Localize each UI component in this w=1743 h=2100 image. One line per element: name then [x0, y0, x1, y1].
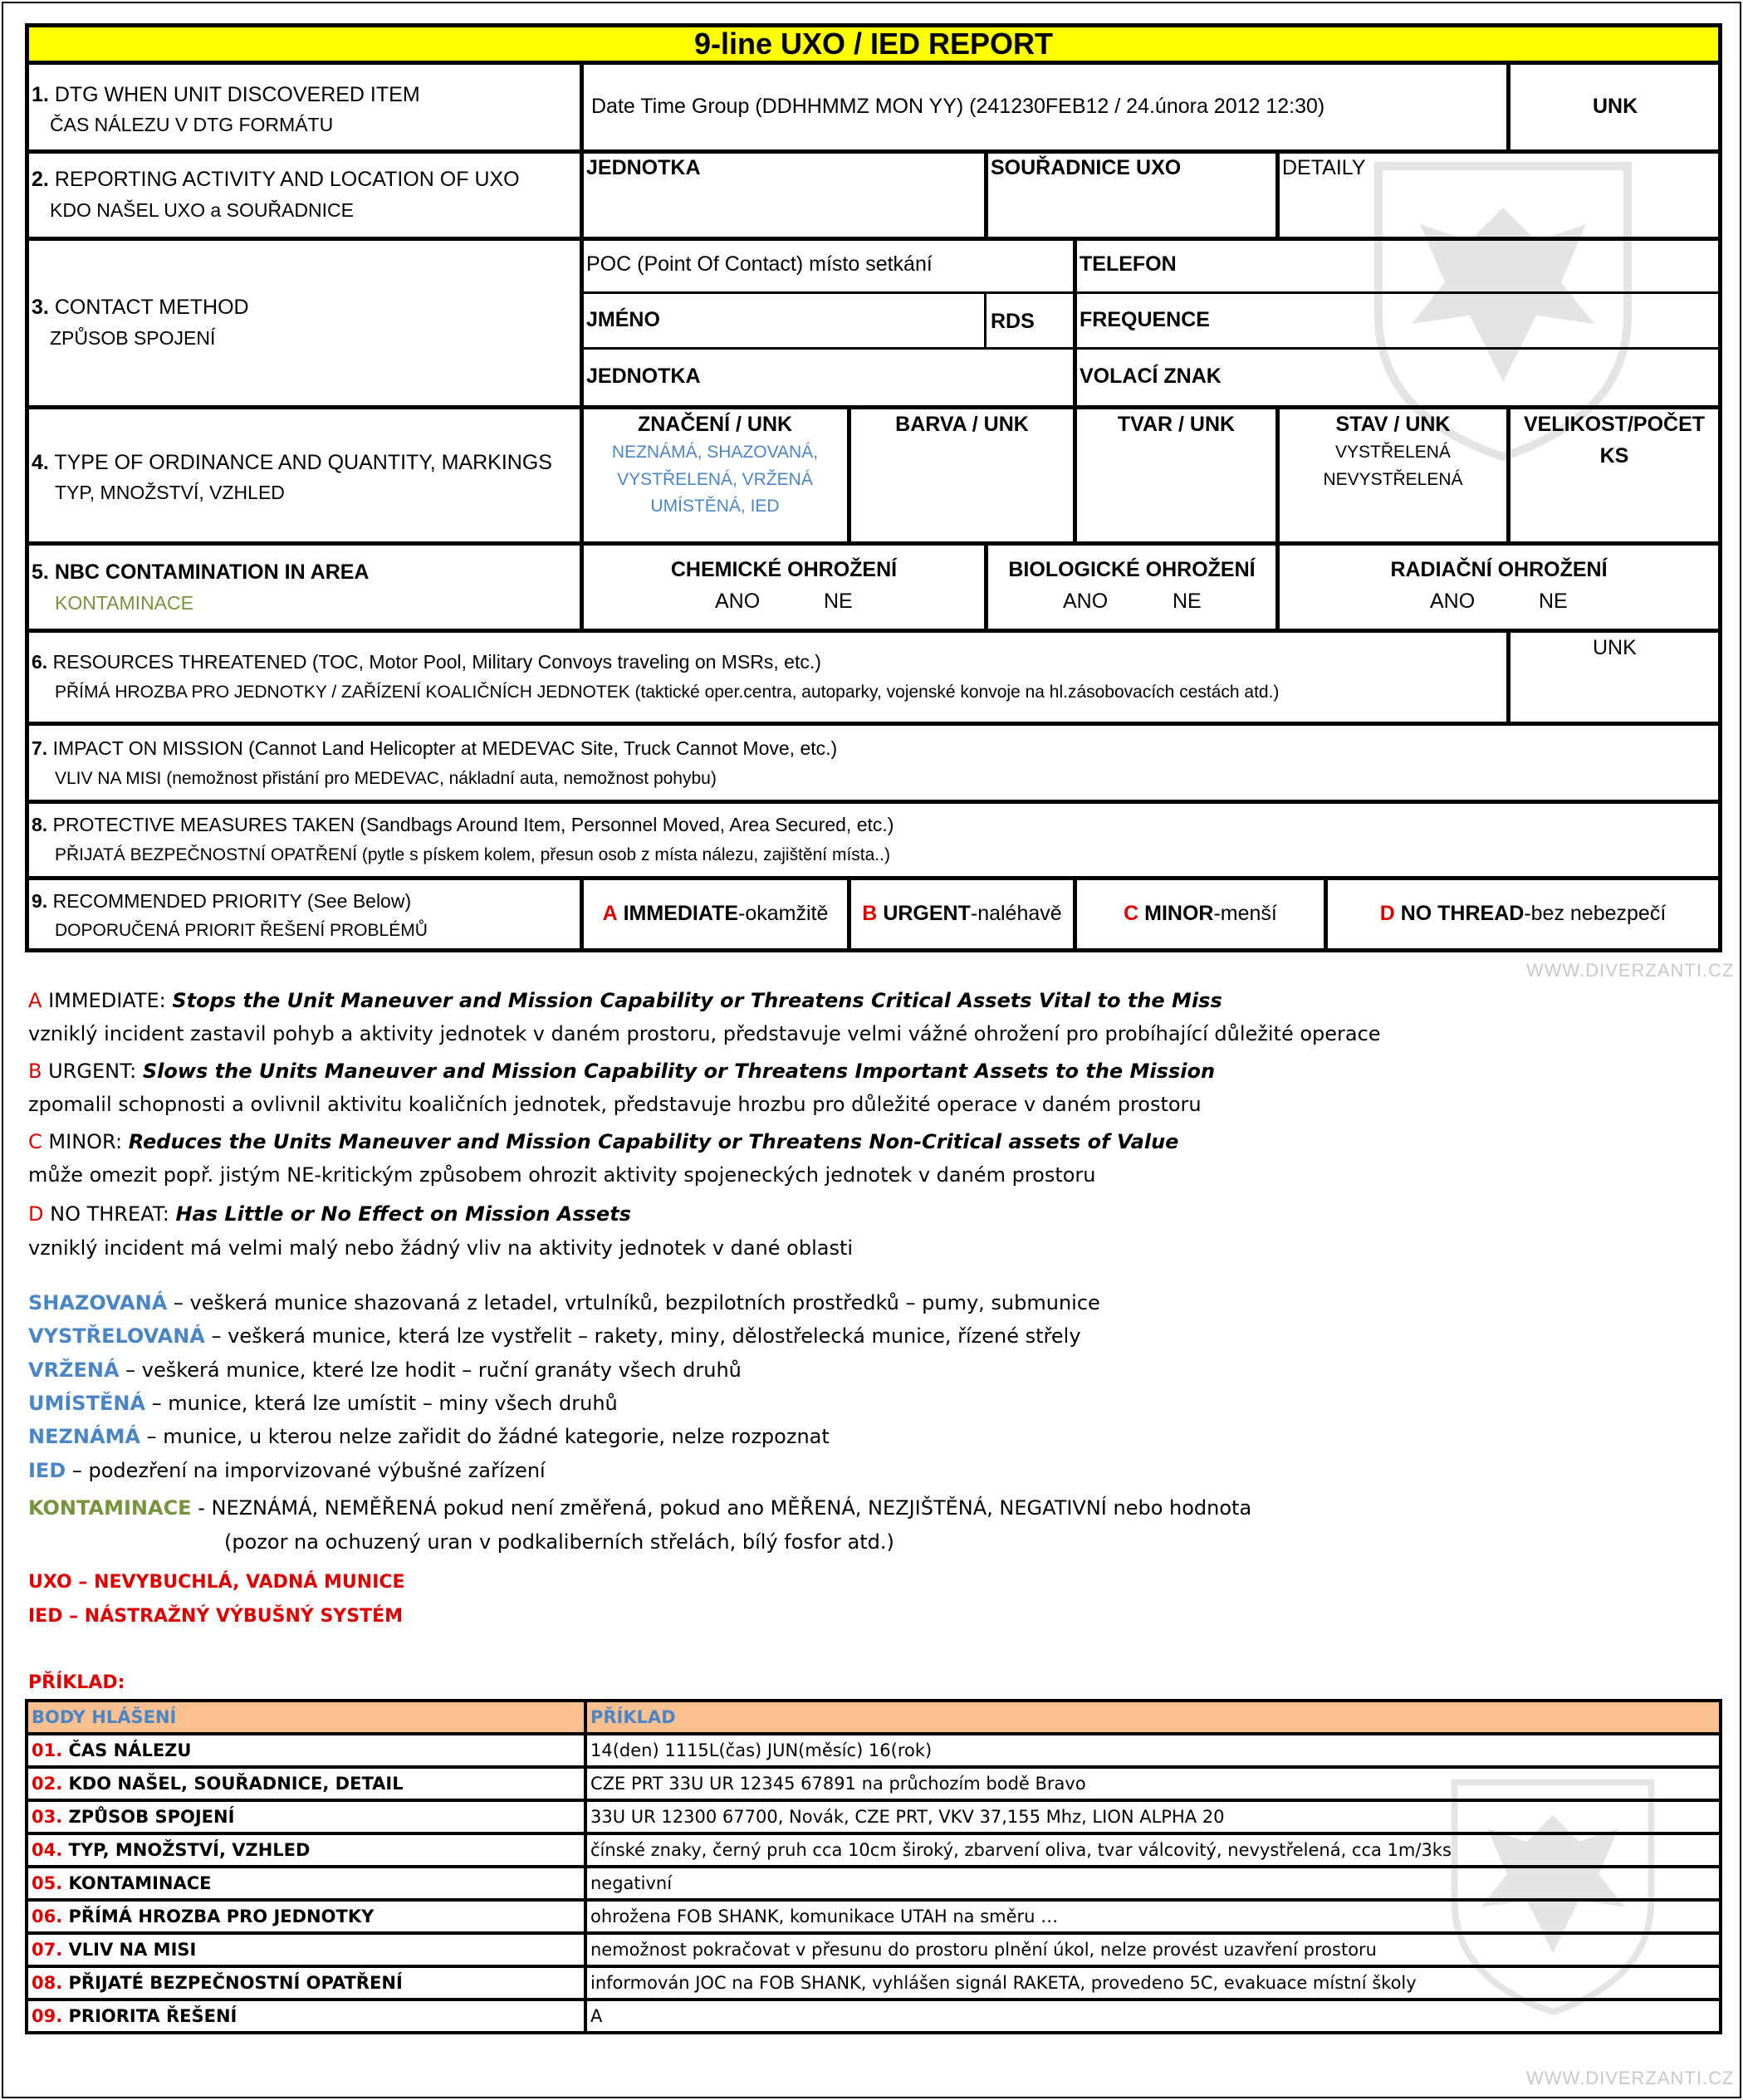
priority-c-heading: C MINOR: Reduces the Units Maneuver and Mission Capability or Threatens Non-Critical assets of Value [28, 1130, 1179, 1153]
row1-label-cz: ČAS NÁLEZU V DTG FORMÁTU [50, 114, 334, 135]
chem-threat-label: CHEMICKÉ OHROŽENÍ [670, 558, 898, 581]
grid-line [580, 347, 1722, 350]
grid-line [25, 149, 1722, 154]
header-body: BODY HLÁŠENÍ [27, 1701, 585, 1734]
grid-line [25, 629, 1722, 633]
chem-ne-option[interactable]: NE [824, 590, 853, 613]
row2-label-en: 2. REPORTING ACTIVITY AND LOCATION OF UXO [32, 168, 520, 191]
grid-line [580, 291, 1722, 294]
grid-line [25, 405, 1722, 409]
row8-label-en: 8. PROTECTIVE MEASURES TAKEN (Sandbags Around Item, Personnel Moved, Area Secured, etc.) [32, 814, 894, 835]
legend-item: VYSTŘELOVANÁ – veškerá munice, která lze vystřelit – rakety, miny, dělostřelecká munice, řízené střely [28, 1324, 1081, 1348]
znaceni-options: VYSTŘELENÁ, VRŽENÁ [617, 470, 813, 489]
detaily-field[interactable]: DETAILY [1282, 156, 1366, 179]
example-title: PŘÍKLAD: [28, 1672, 125, 1693]
row-value: informován JOC na FOB SHANK, vyhlášen signál RAKETA, provedeno 5C, evakuace místní školy [585, 1966, 1721, 2000]
znaceni-field[interactable]: ZNAČENÍ / UNK [637, 413, 793, 436]
report-title: 9-line UXO / IED REPORT [25, 23, 1722, 65]
grid-line [984, 541, 988, 631]
tvar-field[interactable]: TVAR / UNK [1117, 413, 1236, 436]
table-row [27, 1800, 1721, 1833]
grid-line [984, 149, 988, 239]
grid-line [25, 541, 1722, 546]
grid-line [984, 291, 987, 349]
rds-field[interactable]: RDS [991, 310, 1035, 333]
dtg-field[interactable]: Date Time Group (DDHHMMZ MON YY) (241230FEB12 / 24.února 2012 12:30) [591, 95, 1325, 118]
priority-a-heading: A IMMEDIATE: Stops the Unit Maneuver and Mission Capability or Threatens Critical Assets Vital to the Miss [28, 989, 1222, 1012]
grid-line [25, 948, 1722, 952]
velikost-field[interactable]: VELIKOST/POČET [1523, 413, 1706, 436]
kontaminace-legend: KONTAMINACE - NEZNÁMÁ, NEMĚŘENÁ pokud není změřená, pokud ano MĚŘENÁ, NEZJIŠTĚNÁ, NEGATIVNÍ nebo hodnota [28, 1496, 1252, 1520]
site-url: WWW.DIVERZANTI.CZ [1526, 960, 1735, 981]
priority-d-desc: vzniklý incident má velmi malý nebo žádný vliv na aktivity jednotek v dané oblasti [28, 1236, 854, 1260]
kontaminace-note: (pozor na ochuzený uran v podkaliberních střelách, bílý fosfor atd.) [224, 1530, 894, 1554]
grid-line [1275, 541, 1280, 631]
znaceni-options: UMÍSTĚNÁ, IED [650, 497, 780, 516]
row3-label-cz: ZPŮSOB SPOJENÍ [50, 327, 216, 349]
row-label: 02. KDO NAŠEL, SOUŘADNICE, DETAIL [27, 1767, 585, 1800]
telefon-field[interactable]: TELEFON [1080, 252, 1177, 276]
grid-line [1506, 65, 1510, 152]
table-header-row [27, 1701, 1721, 1734]
row-label: 08. PŘIJATÉ BEZPEČNOSTNÍ OPATŘENÍ [27, 1966, 585, 2000]
row-label: 09. PRIORITA ŘEŠENÍ [27, 2000, 585, 2033]
grid-line [1275, 149, 1280, 239]
row7-label-en: 7. IMPACT ON MISSION (Cannot Land Helicopter at MEDEVAC Site, Truck Cannot Move, etc.) [32, 737, 838, 759]
row8-label-cz: PŘIJATÁ BEZPEČNOSTNÍ OPATŘENÍ (pytle s pískem kolem, přesun osob z místa nálezu, zajištění místa..) [55, 845, 890, 864]
poc-field[interactable]: POC (Point Of Contact) místo setkání [586, 252, 933, 276]
grid-line [1073, 237, 1077, 407]
priority-b-heading: B URGENT: Slows the Units Maneuver and Mission Capability or Threatens Important Assets to the Mission [28, 1060, 1216, 1083]
legend-item: NEZNÁMÁ – munice, u kterou nelze zařidit do žádné kategorie, nelze rozpoznat [28, 1425, 830, 1448]
priority-b-desc: zpomalil schopnosti a ovlivnil aktivitu koaličních jednotek, představuje hrozbu pro důležité operace v daném prostoru [28, 1093, 1202, 1116]
row-value: A [585, 2000, 1721, 2033]
row-label: 04. TYP, MNOŽSTVÍ, VZHLED [27, 1833, 585, 1867]
table-row [27, 1966, 1721, 2000]
ks-label: KS [1599, 444, 1629, 467]
stav-field[interactable]: STAV / UNK [1335, 413, 1451, 436]
priority-c-option[interactable]: C MINOR-menší [1124, 902, 1277, 925]
row4-label-cz: TYP, MNOŽSTVÍ, VZHLED [55, 482, 285, 503]
ied-definition: IED – NÁSTRAŽNÝ VÝBUŠNÝ SYSTÉM [28, 1606, 403, 1627]
priority-a-option[interactable]: A IMMEDIATE-okamžitě [602, 902, 829, 925]
bio-ano-option[interactable]: ANO [1063, 590, 1109, 613]
table-row [27, 1867, 1721, 1900]
header-example: PŘÍKLAD [585, 1701, 1721, 1734]
bio-ne-option[interactable]: NE [1173, 590, 1202, 613]
table-row [27, 1900, 1721, 1933]
row-value: 33U UR 12300 67700, Novák, CZE PRT, VKV 37,155 Mhz, LION ALPHA 20 [585, 1800, 1721, 1833]
example-table [25, 1699, 1722, 2034]
site-url-footer: WWW.DIVERZANTI.CZ [1526, 2068, 1735, 2088]
bio-threat-label: BIOLOGICKÉ OHROŽENÍ [1008, 558, 1256, 581]
uxo-definition: UXO – NEVYBUCHLÁ, VADNÁ MUNICE [28, 1572, 405, 1593]
grid-line [25, 876, 1722, 880]
chem-ano-option[interactable]: ANO [715, 590, 761, 613]
souradnice-field[interactable]: SOUŘADNICE UXO [991, 156, 1182, 179]
jednotka-contact-field[interactable]: JEDNOTKA [586, 365, 701, 388]
row9-label-cz: DOPORUČENÁ PRIORIT ŘEŠENÍ PROBLÉMŮ [55, 921, 428, 940]
row-value: 14(den) 1115L(čas) JUN(měsíc) 16(rok) [585, 1734, 1721, 1767]
legend-item: SHAZOVANÁ – veškerá munice shazovaná z letadel, vrtulníků, bezpilotních prostředků – pumy, submunice [28, 1291, 1100, 1314]
row9-label-en: 9. RECOMMENDED PRIORITY (See Below) [32, 890, 412, 912]
row-value: CZE PRT 33U UR 12345 67891 na průchozím bodě Bravo [585, 1767, 1721, 1800]
priority-b-option[interactable]: B URGENT-naléhavě [862, 902, 1062, 925]
grid-line [25, 237, 1722, 241]
jednotka-field[interactable]: JEDNOTKA [586, 156, 701, 179]
row6-label-cz: PŘÍMÁ HROZBA PRO JEDNOTKY / ZAŘÍZENÍ KOALIČNÍCH JEDNOTEK (taktické oper.centra, autoparky, vojenské konvoje na hl.zásobovacích cestách atd.) [55, 683, 1280, 702]
row-value: ohrožena FOB SHANK, komunikace UTAH na směru … [585, 1900, 1721, 1933]
stav-options: NEVYSTŘELENÁ [1323, 470, 1463, 489]
table-row [27, 1767, 1721, 1800]
znaceni-options: NEZNÁMÁ, SHAZOVANÁ, [611, 443, 819, 462]
stav-options: VYSTŘELENÁ [1335, 443, 1451, 462]
row-label: 06. PŘÍMÁ HROZBA PRO JEDNOTKY [27, 1900, 585, 1933]
table-row [27, 1833, 1721, 1867]
row-value: negativní [585, 1867, 1721, 1900]
legend-item: VRŽENÁ – veškerá munice, které lze hodit – ruční granáty všech druhů [28, 1358, 742, 1382]
row-value: nemožnost pokračovat v přesunu do prostoru plnění úkol, nelze provést uzavření prostoru [585, 1933, 1721, 1966]
row6-label-en: 6. RESOURCES THREATENED (TOC, Motor Pool, Military Convoys traveling on MSRs, etc.) [32, 651, 821, 673]
row-value: čínské znaky, černý pruh cca 10cm široký, zbarvení oliva, tvar válcovitý, nevystřelená, cca 1m/3ks [585, 1833, 1721, 1867]
frequence-field[interactable]: FREQUENCE [1080, 308, 1210, 331]
grid-line [25, 65, 29, 952]
unk-label: UNK [1593, 95, 1638, 118]
priority-c-desc: může omezit popř. jistým NE-kritickým způsobem ohrozit aktivity spojeneckých jednotek v daném prostoru [28, 1163, 1096, 1187]
row-label: 03. ZPŮSOB SPOJENÍ [27, 1800, 585, 1833]
legend-item: UMÍSTĚNÁ – munice, která lze umístit – miny všech druhů [28, 1392, 618, 1415]
priority-a-desc: vzniklý incident zastavil pohyb a aktivity jednotek v daném prostoru, představuje velmi vážné ohrožení pro probíhající důležité operace [28, 1022, 1381, 1045]
priority-d-heading: D NO THREAT: Has Little or No Effect on Mission Assets [28, 1202, 631, 1226]
jmeno-field[interactable]: JMÉNO [586, 308, 660, 331]
grid-line [25, 800, 1722, 804]
legend-item: IED – podezření na imporvizované výbušné zařízení [28, 1459, 546, 1482]
grid-line [1506, 629, 1510, 724]
row-label: 05. KONTAMINACE [27, 1867, 585, 1900]
row-label: 01. ČAS NÁLEZU [27, 1734, 585, 1767]
grid-line [25, 722, 1722, 726]
rad-ano-option[interactable]: ANO [1430, 590, 1476, 613]
row5-label-en: 5. NBC CONTAMINATION IN AREA [32, 560, 370, 584]
row7-label-cz: VLIV NA MISI (nemožnost přistání pro MEDEVAC, nákladní auta, nemožnost pohybu) [55, 769, 717, 788]
row2-label-cz: KDO NAŠEL UXO a SOUŘADNICE [50, 199, 354, 221]
rad-ne-option[interactable]: NE [1539, 590, 1568, 613]
table-row [27, 1734, 1721, 1767]
grid-line [1718, 65, 1722, 952]
table-row [27, 2000, 1721, 2033]
volaci-znak-field[interactable]: VOLACÍ ZNAK [1080, 365, 1222, 388]
row3-label-en: 3. CONTACT METHOD [32, 296, 249, 319]
rad-threat-label: RADIAČNÍ OHROŽENÍ [1390, 558, 1608, 581]
row6-unk: UNK [1593, 636, 1637, 659]
row-label: 07. VLIV NA MISI [27, 1933, 585, 1966]
barva-field[interactable]: BARVA / UNK [895, 413, 1029, 436]
row1-label-en: 1. DTG WHEN UNIT DISCOVERED ITEM [32, 83, 420, 106]
table-row [27, 1933, 1721, 1966]
row4-label-en: 4. TYPE OF ORDINANCE AND QUANTITY, MARKINGS [32, 451, 552, 474]
row5-label-cz: KONTAMINACE [55, 592, 193, 614]
priority-d-option[interactable]: D NO THREAD-bez nebezpečí [1379, 902, 1667, 925]
